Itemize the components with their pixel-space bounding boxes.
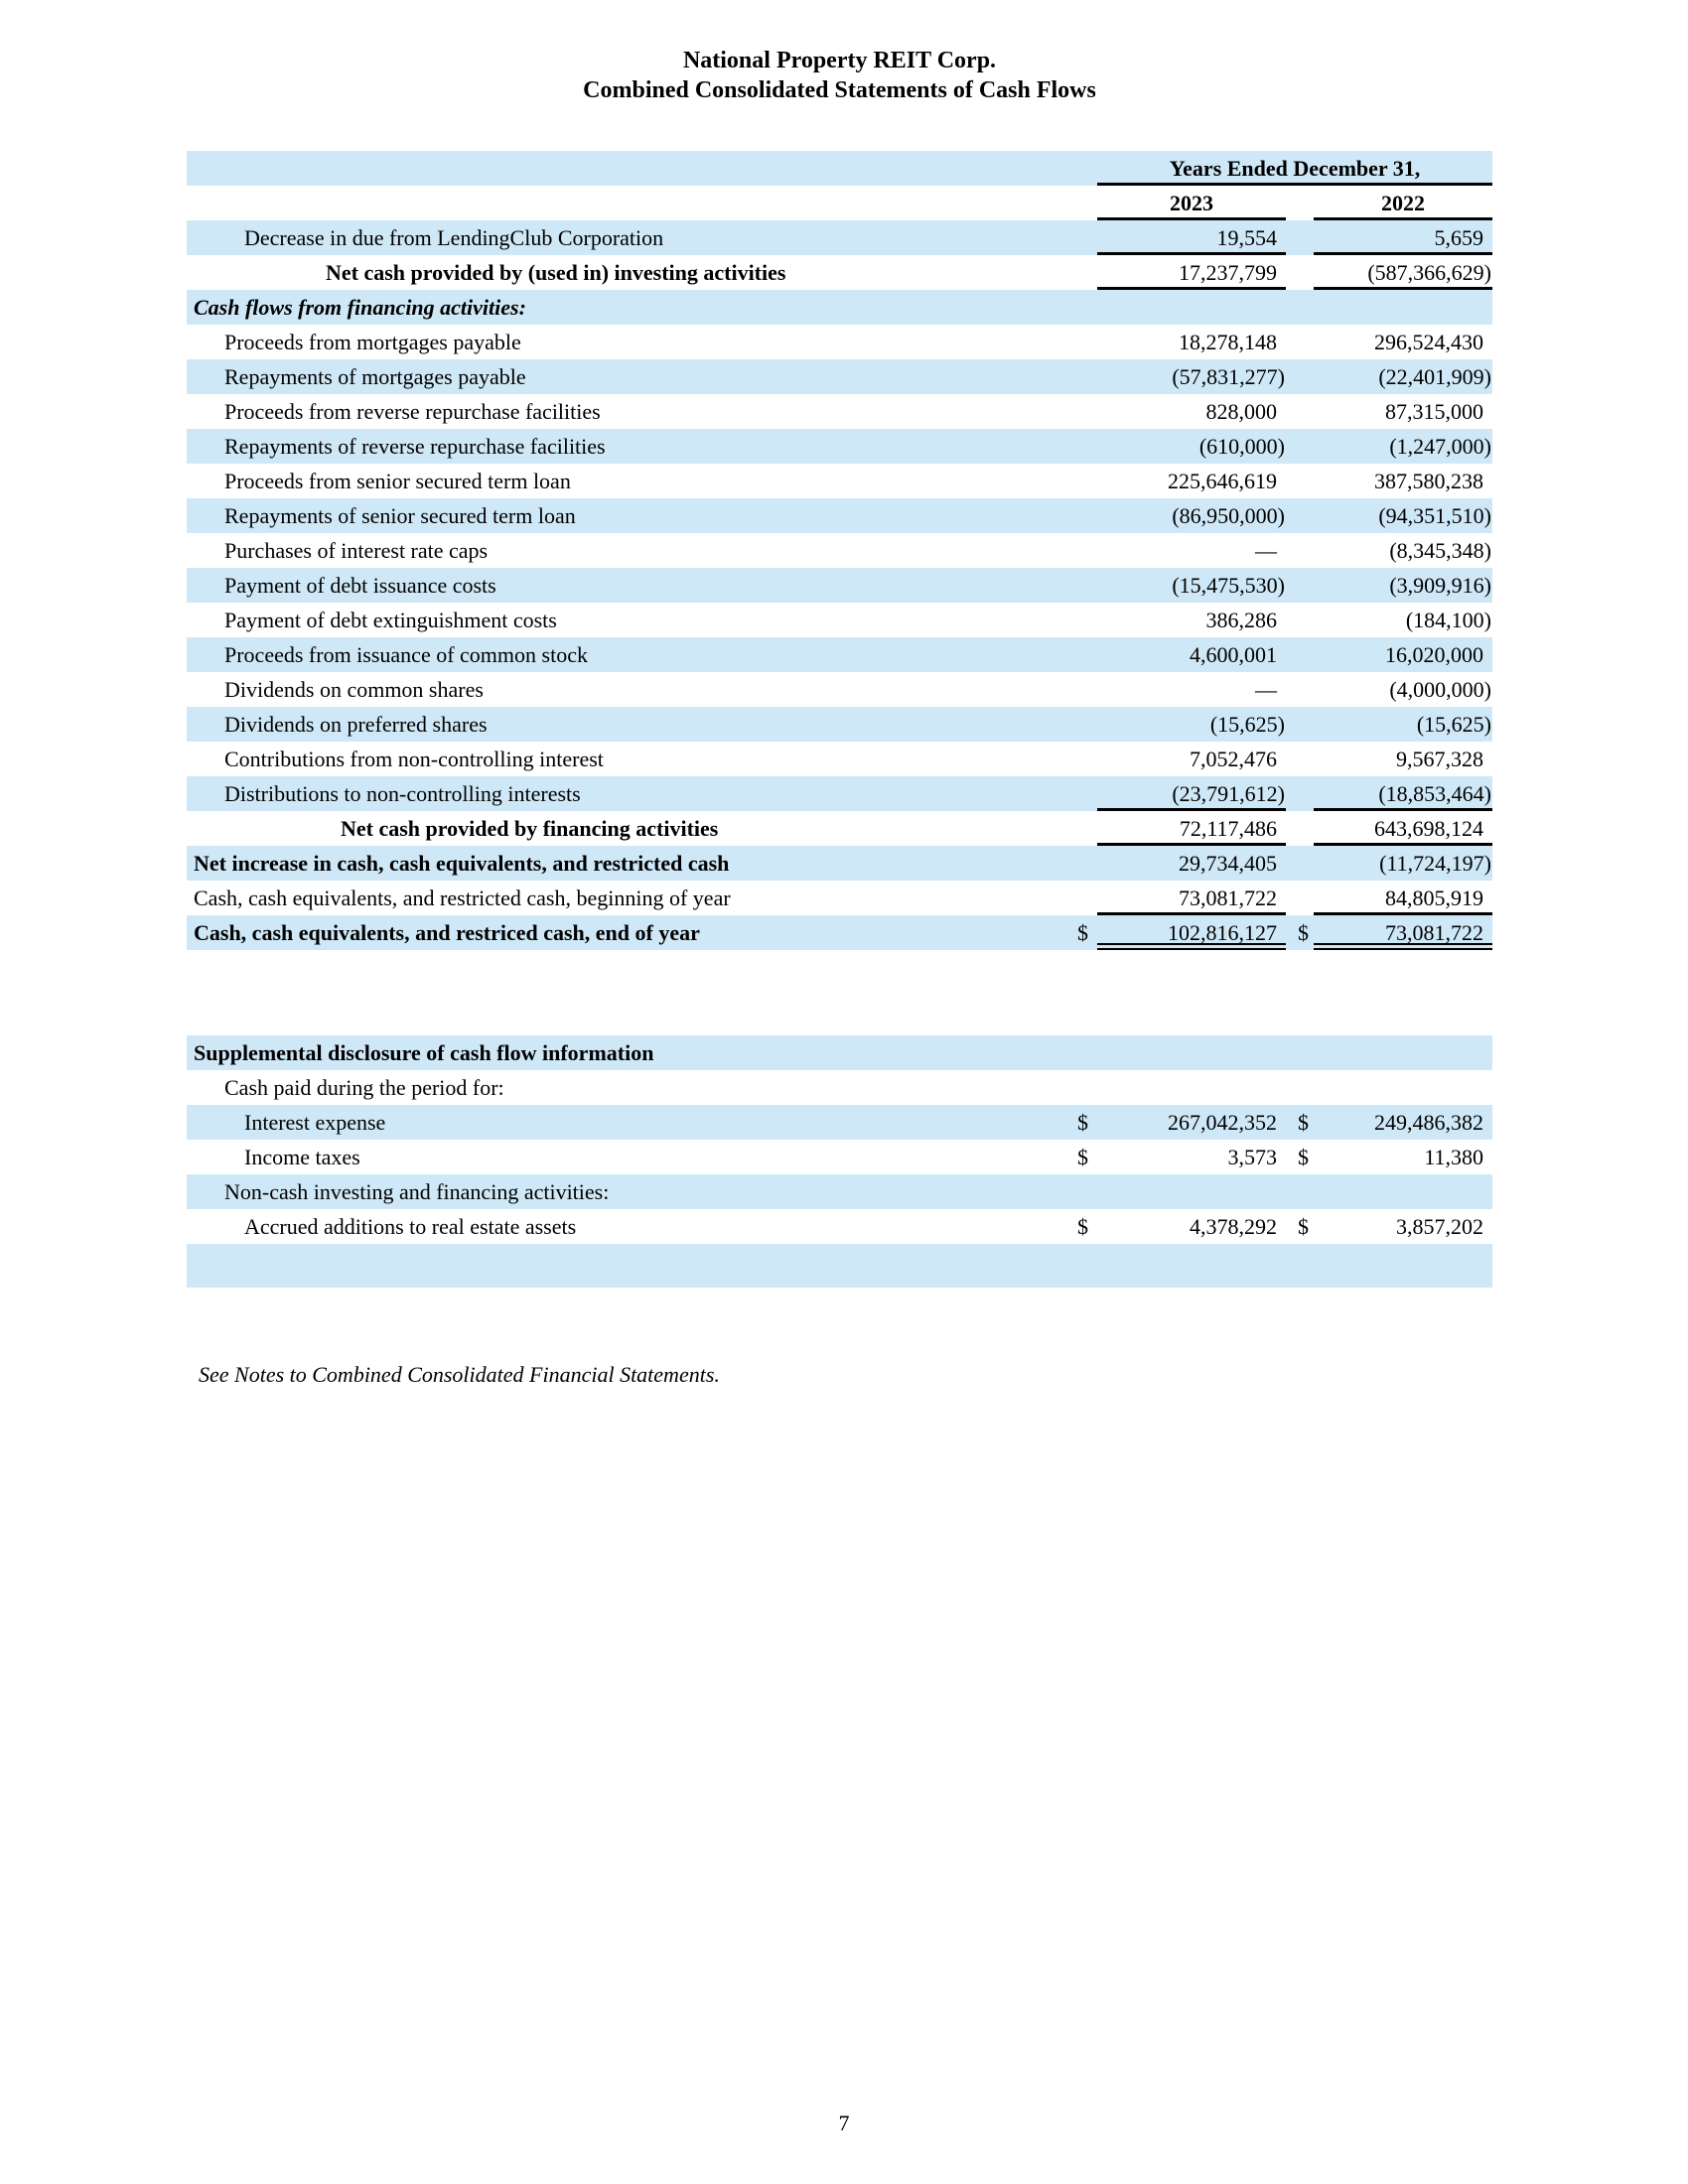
table-row	[187, 637, 1492, 672]
value-2023	[1097, 290, 1286, 325]
row-label: Income taxes	[244, 1145, 360, 1169]
column-gap	[1286, 255, 1298, 290]
dollar-sign-2022	[1298, 846, 1314, 881]
table-row	[187, 220, 1492, 255]
value-2022: 387,580,238	[1374, 469, 1483, 493]
dollar-sign-2022	[1298, 707, 1314, 742]
dollar-sign-2022	[1298, 1070, 1314, 1105]
dollar-sign-2023: $	[1077, 920, 1088, 945]
value-2022: 84,805,919	[1314, 881, 1492, 915]
header-spacer	[187, 186, 1077, 220]
see-notes-footnote: See Notes to Combined Consolidated Financial Statements.	[199, 1362, 720, 1387]
table-row	[187, 464, 1492, 498]
value-2022: 643,698,124	[1314, 811, 1492, 846]
value-2023	[1097, 1174, 1286, 1209]
row-label: Net cash provided by (used in) investing activities	[326, 260, 786, 285]
row-label: Interest expense	[244, 1110, 386, 1135]
row-label: Repayments of mortgages payable	[224, 364, 526, 389]
row-label	[187, 1244, 1077, 1288]
dollar-sign-2023	[1077, 776, 1097, 811]
column-gap	[1286, 220, 1298, 255]
col-header-2023: 2023	[1097, 186, 1286, 220]
value-2023: 225,646,619	[1168, 469, 1277, 493]
dollar-sign-2023: $	[1077, 1110, 1088, 1135]
table-row	[187, 359, 1492, 394]
document-titles	[187, 46, 1492, 105]
col-header-2022: 2022	[1314, 186, 1492, 220]
dollar-sign-2023	[1077, 568, 1097, 603]
value-2022: 11,380	[1424, 1145, 1483, 1169]
row-label: Cash, cash equivalents, and restriced cash, end of year	[194, 920, 700, 945]
column-gap	[1286, 498, 1298, 533]
column-gap	[1286, 846, 1298, 881]
row-label: Dividends on common shares	[224, 677, 484, 702]
table-row	[187, 1035, 1492, 1070]
dollar-sign-2022	[1298, 325, 1314, 359]
row-label: Supplemental disclosure of cash flow information	[194, 1040, 654, 1065]
dollar-sign-2022: $	[1298, 1145, 1309, 1169]
column-gap	[1286, 394, 1298, 429]
value-2023: 267,042,352	[1168, 1110, 1277, 1135]
value-2023: 3,573	[1227, 1145, 1277, 1169]
value-2022	[1314, 1174, 1492, 1209]
table-row	[187, 1105, 1492, 1140]
row-label: Proceeds from issuance of common stock	[224, 642, 588, 667]
period-header: Years Ended December 31,	[1097, 151, 1492, 186]
dollar-sign-2023	[1077, 1035, 1097, 1070]
dollar-sign-2023	[1077, 1174, 1097, 1209]
row-label: Repayments of senior secured term loan	[224, 503, 576, 528]
column-gap	[1286, 1209, 1298, 1244]
dollar-sign-2023	[1077, 290, 1097, 325]
value-2023: 73,081,722	[1097, 881, 1286, 915]
column-gap	[1286, 1105, 1298, 1140]
dollar-sign-2023	[1077, 881, 1097, 915]
value-2022: (15,625)	[1416, 712, 1491, 737]
dollar-sign-2022	[1298, 603, 1314, 637]
column-gap	[1286, 672, 1298, 707]
row-label: Accrued additions to real estate assets	[244, 1214, 577, 1239]
value-2022: (11,724,197)	[1379, 851, 1491, 876]
value-2023: 386,286	[1205, 608, 1277, 632]
table-row	[187, 776, 1492, 811]
column-gap	[1286, 1070, 1298, 1105]
column-gap	[1286, 429, 1298, 464]
column-gap	[1286, 881, 1298, 915]
dollar-sign-2023	[1077, 325, 1097, 359]
dollar-sign-2022	[1298, 290, 1314, 325]
table-row	[187, 672, 1492, 707]
value-2023: (23,791,612)	[1097, 776, 1286, 811]
column-gap	[1286, 603, 1298, 637]
column-gap	[1286, 359, 1298, 394]
table-row	[187, 742, 1492, 776]
dollar-sign-2022	[1298, 776, 1314, 811]
table-row	[187, 255, 1492, 290]
row-label: Cash flows from financing activities:	[194, 295, 526, 320]
value-2023: 72,117,486	[1097, 811, 1286, 846]
year-header-row	[187, 186, 1492, 220]
dollar-sign-2023: $	[1077, 1145, 1088, 1169]
header-spacer	[1077, 186, 1097, 220]
value-2022: (1,247,000)	[1389, 434, 1491, 459]
dollar-sign-2022	[1298, 255, 1314, 290]
value-2022: (184,100)	[1405, 608, 1491, 632]
value-2022: (587,366,629)	[1314, 255, 1492, 290]
dollar-sign-2023	[1077, 707, 1097, 742]
column-gap	[1286, 707, 1298, 742]
row-label: Dividends on preferred shares	[224, 712, 488, 737]
dollar-sign-2023	[1077, 220, 1097, 255]
value-2022: (94,351,510)	[1378, 503, 1491, 528]
column-gap	[1286, 1244, 1298, 1288]
dollar-sign-2023	[1077, 603, 1097, 637]
value-2023: 19,554	[1097, 220, 1286, 255]
value-2023: 7,052,476	[1190, 747, 1277, 771]
row-label: Decrease in due from LendingClub Corporation	[244, 225, 664, 250]
table-row	[187, 1174, 1492, 1209]
value-2023: —	[1255, 538, 1277, 563]
row-label: Proceeds from mortgages payable	[224, 330, 521, 354]
value-2023: —	[1255, 677, 1277, 702]
row-label: Distributions to non-controlling interests	[224, 781, 581, 806]
table-row	[187, 394, 1492, 429]
value-2023: 18,278,148	[1179, 330, 1277, 354]
dollar-sign-2022	[1298, 672, 1314, 707]
table-row	[187, 707, 1492, 742]
column-gap	[1286, 325, 1298, 359]
column-gap	[1286, 533, 1298, 568]
value-2022: (3,909,916)	[1389, 573, 1491, 598]
value-2022: 9,567,328	[1396, 747, 1483, 771]
column-gap	[1286, 742, 1298, 776]
column-gap	[1286, 464, 1298, 498]
header-spacer	[187, 151, 1077, 186]
dollar-sign-2022: $	[1298, 1110, 1309, 1135]
dollar-sign-2023	[1077, 359, 1097, 394]
dollar-sign-2023	[1077, 498, 1097, 533]
dollar-sign-2023: $	[1077, 1214, 1088, 1239]
value-2022: (18,853,464)	[1314, 776, 1492, 811]
row-label: Purchases of interest rate caps	[224, 538, 489, 563]
column-gap	[1286, 1035, 1298, 1070]
value-2023: 29,734,405	[1179, 851, 1277, 876]
table-row	[187, 533, 1492, 568]
row-label: Non-cash investing and financing activities:	[224, 1179, 610, 1204]
dollar-sign-2023	[1077, 255, 1097, 290]
value-2022: (22,401,909)	[1378, 364, 1491, 389]
value-2023: 828,000	[1205, 399, 1277, 424]
dollar-sign-2023	[1077, 429, 1097, 464]
period-header-row	[187, 151, 1492, 186]
value-2022	[1314, 1035, 1492, 1070]
column-gap	[1286, 811, 1298, 846]
value-2022	[1314, 1070, 1492, 1105]
table-row	[187, 325, 1492, 359]
column-gap	[1286, 186, 1298, 220]
dollar-sign-2022	[1298, 429, 1314, 464]
value-2022: 296,524,430	[1374, 330, 1483, 354]
dollar-sign-2022	[1298, 881, 1314, 915]
row-label: Net increase in cash, cash equivalents, and restricted cash	[194, 851, 730, 876]
row-label: Net cash provided by financing activities	[341, 816, 719, 841]
value-2022: 16,020,000	[1385, 642, 1483, 667]
row-label: Payment of debt issuance costs	[224, 573, 496, 598]
column-gap	[1286, 1140, 1298, 1174]
value-2023	[1097, 1035, 1286, 1070]
table-row	[187, 915, 1492, 950]
row-label: Proceeds from reverse repurchase facilities	[224, 399, 601, 424]
value-2022	[1314, 1244, 1492, 1288]
value-2023: (57,831,277)	[1172, 364, 1285, 389]
column-gap	[1286, 776, 1298, 811]
dollar-sign-2023	[1077, 394, 1097, 429]
dollar-sign-2022	[1298, 533, 1314, 568]
dollar-sign-2022	[1298, 742, 1314, 776]
value-2023	[1097, 1244, 1286, 1288]
dollar-sign-2023	[1077, 1070, 1097, 1105]
table-row	[187, 1209, 1492, 1244]
table-row	[187, 1244, 1492, 1288]
value-2022: 3,857,202	[1396, 1214, 1483, 1239]
header-spacer	[1298, 186, 1314, 220]
value-2023: 17,237,799	[1097, 255, 1286, 290]
table-row	[187, 429, 1492, 464]
dollar-sign-2022	[1298, 498, 1314, 533]
dollar-sign-2022: $	[1298, 1214, 1309, 1239]
value-2022: 5,659	[1314, 220, 1492, 255]
table-row	[187, 568, 1492, 603]
dollar-sign-2022	[1298, 568, 1314, 603]
dollar-sign-2022	[1298, 220, 1314, 255]
column-gap	[1286, 915, 1298, 950]
value-2022: 73,081,722	[1314, 915, 1492, 950]
dollar-sign-2022	[1298, 464, 1314, 498]
dollar-sign-2023	[1077, 1244, 1097, 1288]
dollar-sign-2023	[1077, 533, 1097, 568]
dollar-sign-2022	[1298, 811, 1314, 846]
dollar-sign-2023	[1077, 464, 1097, 498]
value-2023: (15,475,530)	[1172, 573, 1285, 598]
value-2022: 249,486,382	[1374, 1110, 1483, 1135]
dollar-sign-2022	[1298, 1244, 1314, 1288]
value-2022: (4,000,000)	[1389, 677, 1491, 702]
dollar-sign-2022	[1298, 637, 1314, 672]
dollar-sign-2022: $	[1298, 920, 1309, 945]
table-row	[187, 498, 1492, 533]
value-2023	[1097, 1070, 1286, 1105]
page-number: 7	[838, 2111, 850, 2135]
row-label: Proceeds from senior secured term loan	[224, 469, 571, 493]
row-label: Contributions from non-controlling interest	[224, 747, 604, 771]
table-row	[187, 881, 1492, 915]
value-2023: 4,378,292	[1190, 1214, 1277, 1239]
dollar-sign-2023	[1077, 811, 1097, 846]
dollar-sign-2022	[1298, 394, 1314, 429]
dollar-sign-2023	[1077, 672, 1097, 707]
value-2023: 102,816,127	[1097, 915, 1286, 950]
value-2023: (86,950,000)	[1172, 503, 1285, 528]
column-gap	[1286, 290, 1298, 325]
column-gap	[1286, 568, 1298, 603]
value-2023: (15,625)	[1209, 712, 1285, 737]
table-row	[187, 846, 1492, 881]
table-row	[187, 811, 1492, 846]
statement-title: Combined Consolidated Statements of Cash Flows	[583, 77, 1096, 103]
dollar-sign-2023	[1077, 846, 1097, 881]
company-title: National Property REIT Corp.	[682, 48, 997, 73]
value-2022: 87,315,000	[1385, 399, 1483, 424]
row-label: Payment of debt extinguishment costs	[224, 608, 557, 632]
value-2022: (8,345,348)	[1389, 538, 1491, 563]
dollar-sign-2022	[1298, 1035, 1314, 1070]
supplemental-table	[187, 1035, 1492, 1288]
row-label: Repayments of reverse repurchase facilities	[224, 434, 606, 459]
table-row	[187, 1140, 1492, 1174]
column-gap	[1286, 637, 1298, 672]
row-label: Cash, cash equivalents, and restricted cash, beginning of year	[194, 886, 731, 910]
value-2022	[1314, 290, 1492, 325]
value-2023: 4,600,001	[1190, 642, 1277, 667]
dollar-sign-2022	[1298, 1174, 1314, 1209]
table-row	[187, 603, 1492, 637]
header-spacer	[1077, 151, 1097, 186]
table-row	[187, 290, 1492, 325]
value-2023: (610,000)	[1198, 434, 1285, 459]
table-row	[187, 1070, 1492, 1105]
dollar-sign-2023	[1077, 637, 1097, 672]
column-gap	[1286, 1174, 1298, 1209]
dollar-sign-2022	[1298, 359, 1314, 394]
cash-flow-table	[187, 151, 1492, 950]
dollar-sign-2023	[1077, 742, 1097, 776]
row-label: Cash paid during the period for:	[224, 1075, 504, 1100]
